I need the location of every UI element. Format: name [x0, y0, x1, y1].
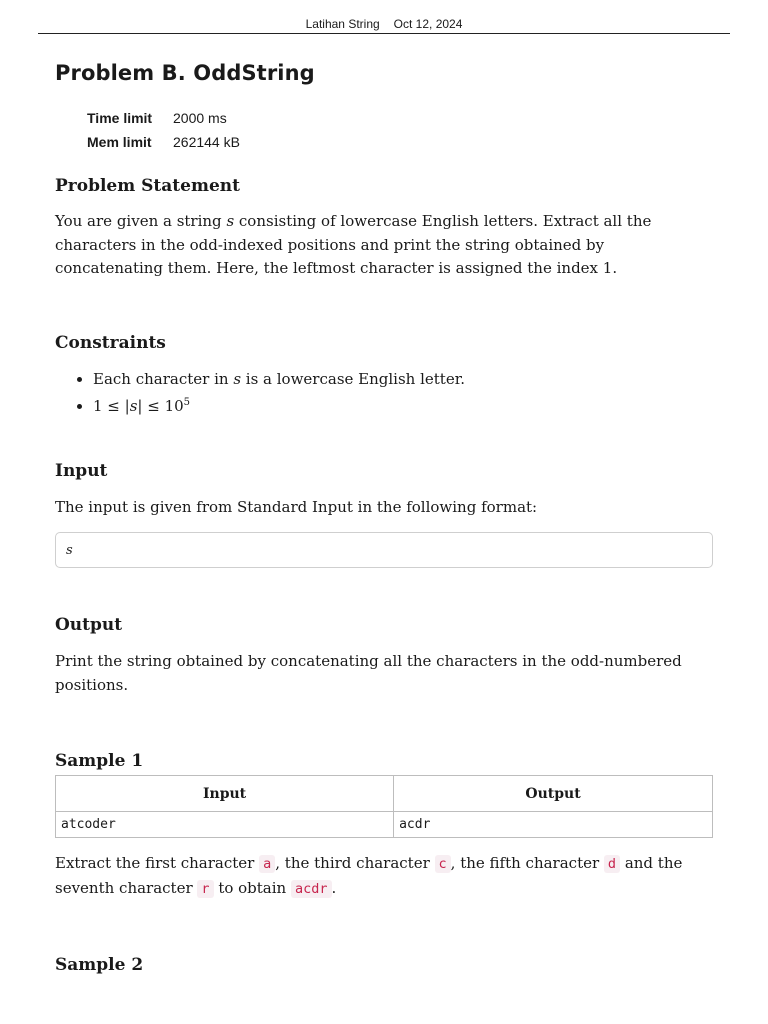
- table-row: [56, 812, 713, 838]
- sample-output-header: Output: [394, 776, 713, 812]
- sample2-heading: Sample 2: [55, 955, 144, 975]
- constraint-var: s: [129, 397, 138, 415]
- explanation-text: and the seventh character: [55, 854, 683, 897]
- explanation-text: , the third character: [275, 854, 435, 872]
- sample-output-cell: acdr: [394, 812, 713, 838]
- statement-heading: Problem Statement: [55, 176, 240, 196]
- sample-input-header: Input: [56, 776, 394, 812]
- statement-part: consisting of lowercase English letters. Extract all the characters in the odd-indexed positions and print the string obtained by concatenating them. Here, the leftmost character is assigned the index 1.: [55, 212, 652, 277]
- inline-code: acdr: [291, 880, 332, 898]
- inline-code: c: [435, 855, 451, 873]
- contest-name: Latihan String: [305, 17, 380, 31]
- inline-code: d: [604, 855, 620, 873]
- input-text: The input is given from Standard Input in the following format:: [55, 497, 538, 516]
- constraint-math: 1 ≤ |: [93, 397, 130, 415]
- sample-input-cell: atcoder: [56, 812, 394, 838]
- mem-limit-row: [87, 130, 713, 154]
- sample1-heading: Sample 1: [55, 751, 144, 771]
- mem-limit-label: Mem limit: [87, 134, 152, 150]
- constraint-item: [93, 391, 713, 419]
- mem-limit-value: 262144 kB: [173, 134, 240, 150]
- time-limit-value: 2000 ms: [173, 110, 227, 126]
- constraints-list: [55, 368, 713, 419]
- sample1-table: [55, 775, 713, 838]
- input-heading: Input: [55, 460, 108, 481]
- inline-code: r: [197, 880, 213, 898]
- explanation-text: .: [331, 878, 337, 897]
- inline-code: a: [259, 855, 275, 873]
- table-header-row: [56, 776, 713, 812]
- input-format-box: [55, 532, 713, 568]
- problem-content: [55, 58, 713, 977]
- explanation-text: , the fifth character: [450, 854, 604, 872]
- time-limit-label: Time limit: [87, 110, 153, 126]
- explanation-text: to obtain: [213, 878, 291, 897]
- statement-var: s: [226, 212, 235, 230]
- time-limit-row: [87, 106, 713, 130]
- problem-title: Problem B. OddString: [55, 61, 315, 85]
- constraints-heading: Constraints: [55, 332, 166, 353]
- page-header: [38, 0, 730, 34]
- constraint-exponent: 5: [183, 397, 191, 408]
- contest-date: Oct 12, 2024: [393, 17, 463, 31]
- constraint-item: [93, 368, 713, 392]
- sample1-explanation: [55, 852, 713, 901]
- constraint-text: is a lowercase English letter.: [241, 369, 465, 388]
- constraint-var: s: [233, 369, 242, 388]
- input-format-var: s: [66, 542, 73, 558]
- statement-part: You are given a string: [55, 212, 227, 230]
- limits-block: [87, 106, 713, 154]
- output-text: Print the string obtained by concatenating all the characters in the odd-numbered positions.: [55, 652, 682, 694]
- constraint-math: | ≤ 10: [137, 397, 184, 415]
- output-heading: Output: [55, 615, 123, 635]
- constraint-text: Each character in: [93, 369, 234, 388]
- explanation-text: Extract the first character: [55, 854, 260, 872]
- statement-text: [55, 210, 713, 281]
